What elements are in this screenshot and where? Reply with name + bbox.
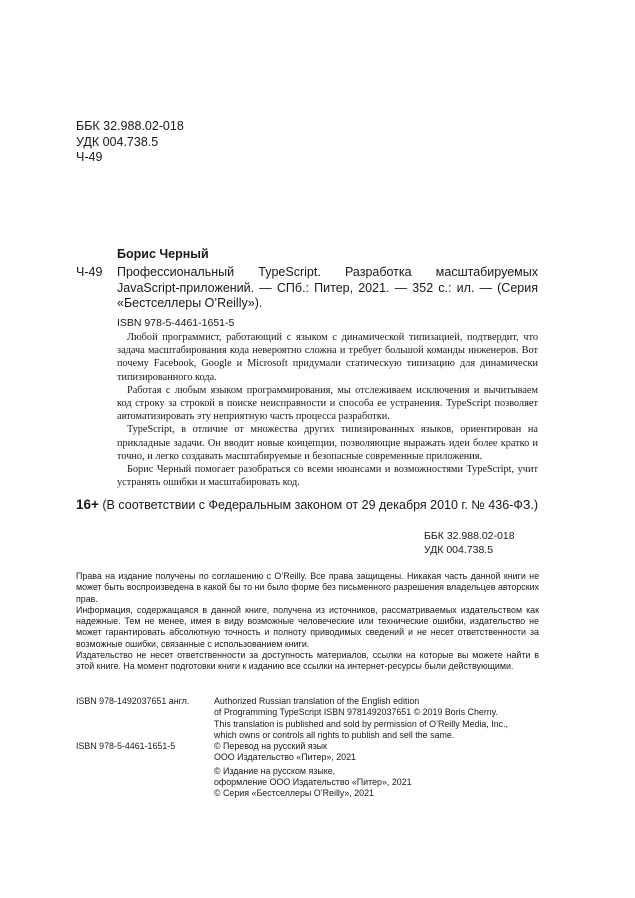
copyright-line: which owns or controls all rights to publish and sell the same. [214,729,455,740]
bbk-code: ББК 32.988.02-018 [424,530,515,542]
age-rating-mark: 16+ [76,497,99,512]
author-name: Борис Черный [117,247,209,261]
annotation [117,331,538,489]
copyright-line: оформление ООО Издательство «Питер», 2021 [214,776,412,787]
isbn-main: ISBN 978-5-4461-1651-5 [117,317,235,329]
isbn-russian-label: ISBN 978-5-4461-1651-5 [76,741,176,751]
udk-code: УДК 004.738.5 [76,134,159,149]
bbk-code: ББК 32.988.02-018 [76,119,184,133]
age-rating [76,497,538,513]
copyright-line: Authorized Russian translation of the English edition [214,696,420,706]
rights-paragraph: Информация, содержащаяся в данной книге, получена из источников, рассматриваемых издательством как надежные. Тем не менее, имея в виду возможные человеческие или технические ошибки, издательство не может гарантировать абсолютную точность и полноту приводимых сведений и не несет ответственности за возможные ошибки, связанные с использованием книги. [76,604,539,649]
copyright-line: © Издание на русском языке, [214,765,336,776]
annotation-paragraph: Борис Черный помогает разобраться со всеми нюансами и возможностями TypeScript, учит устранять ошибки и масштабировать код. [117,464,538,489]
isbn-english-label: ISBN 978-1492037651 англ. [76,696,190,706]
copyright-line: ООО Издательство «Питер», 2021 [214,752,356,763]
bibliographic-author-mark: Ч-49 [76,265,103,279]
isbn-english-text [214,696,508,741]
age-rating-law: (В соответствии с Федеральным законом от 29 декабря 2010 г. № 436-ФЗ.) [98,498,539,512]
classification-codes-top [76,119,184,166]
author-mark: Ч-49 [76,150,103,164]
annotation-paragraph: TypeScript, в отличие от множества других типизированных языков, ориентирован на прикладные задачи. Он вводит новые концепции, позволяющие выражать идеи более кратко и точно, и легко создавать масштабируемые и безопасные современные приложения. [117,424,538,462]
copyright-line: © Перевод на русский язык [214,741,327,751]
bibliographic-description: Профессиональный TypeScript. Разработка масштабируемых JavaScript-приложений. — СПб.: Питер, 2021. — 352 с.: ил. — (Серия «Бестселлеры O’Reilly»). [117,265,538,310]
rights-paragraph: Права на издание получены по соглашению с O’Reilly. Все права защищены. Никакая часть данной книги не может быть воспроизведена в какой бы то ни было форме без письменного разрешения владельцев авторских прав. [76,571,539,604]
copyright-line: © Серия «Бестселлеры O’Reilly», 2021 [214,788,374,799]
copyright-line: This translation is published and sold by permission of O’Reilly Media, Inc., [214,718,508,729]
rights-notice [76,571,539,673]
rights-paragraph: Издательство не несет ответственности за доступность материалов, ссылки на которые вы можете найти в этой книге. На момент подготовки книги к изданию все ссылки на интернет-ресурсы были действующими. [76,650,539,672]
isbn-russian-text [214,741,412,799]
annotation-paragraph: Работая с любым языком программирования, мы отслеживаем исключения и вычитываем код строку за строкой в поиске неисправности и способа ее устранения. TypeScript позволяет автоматизировать эту неприятную часть процесса разработки. [117,384,538,423]
udk-code: УДК 004.738.5 [424,543,494,556]
classification-codes-bottom [424,530,515,557]
copyright-line: of Programming TypeScript ISBN 9781492037651 © 2019 Boris Cherny. [214,707,498,718]
annotation-paragraph: Любой программист, работающий с языком с динамической типизацией, подтвердит, что задача масштабирования кода невероятно сложна и требует большой команды инженеров. Вот почему Facebook, Google и Microsoft придумали статическую типизацию для динамически типизированного кода. [117,332,538,383]
